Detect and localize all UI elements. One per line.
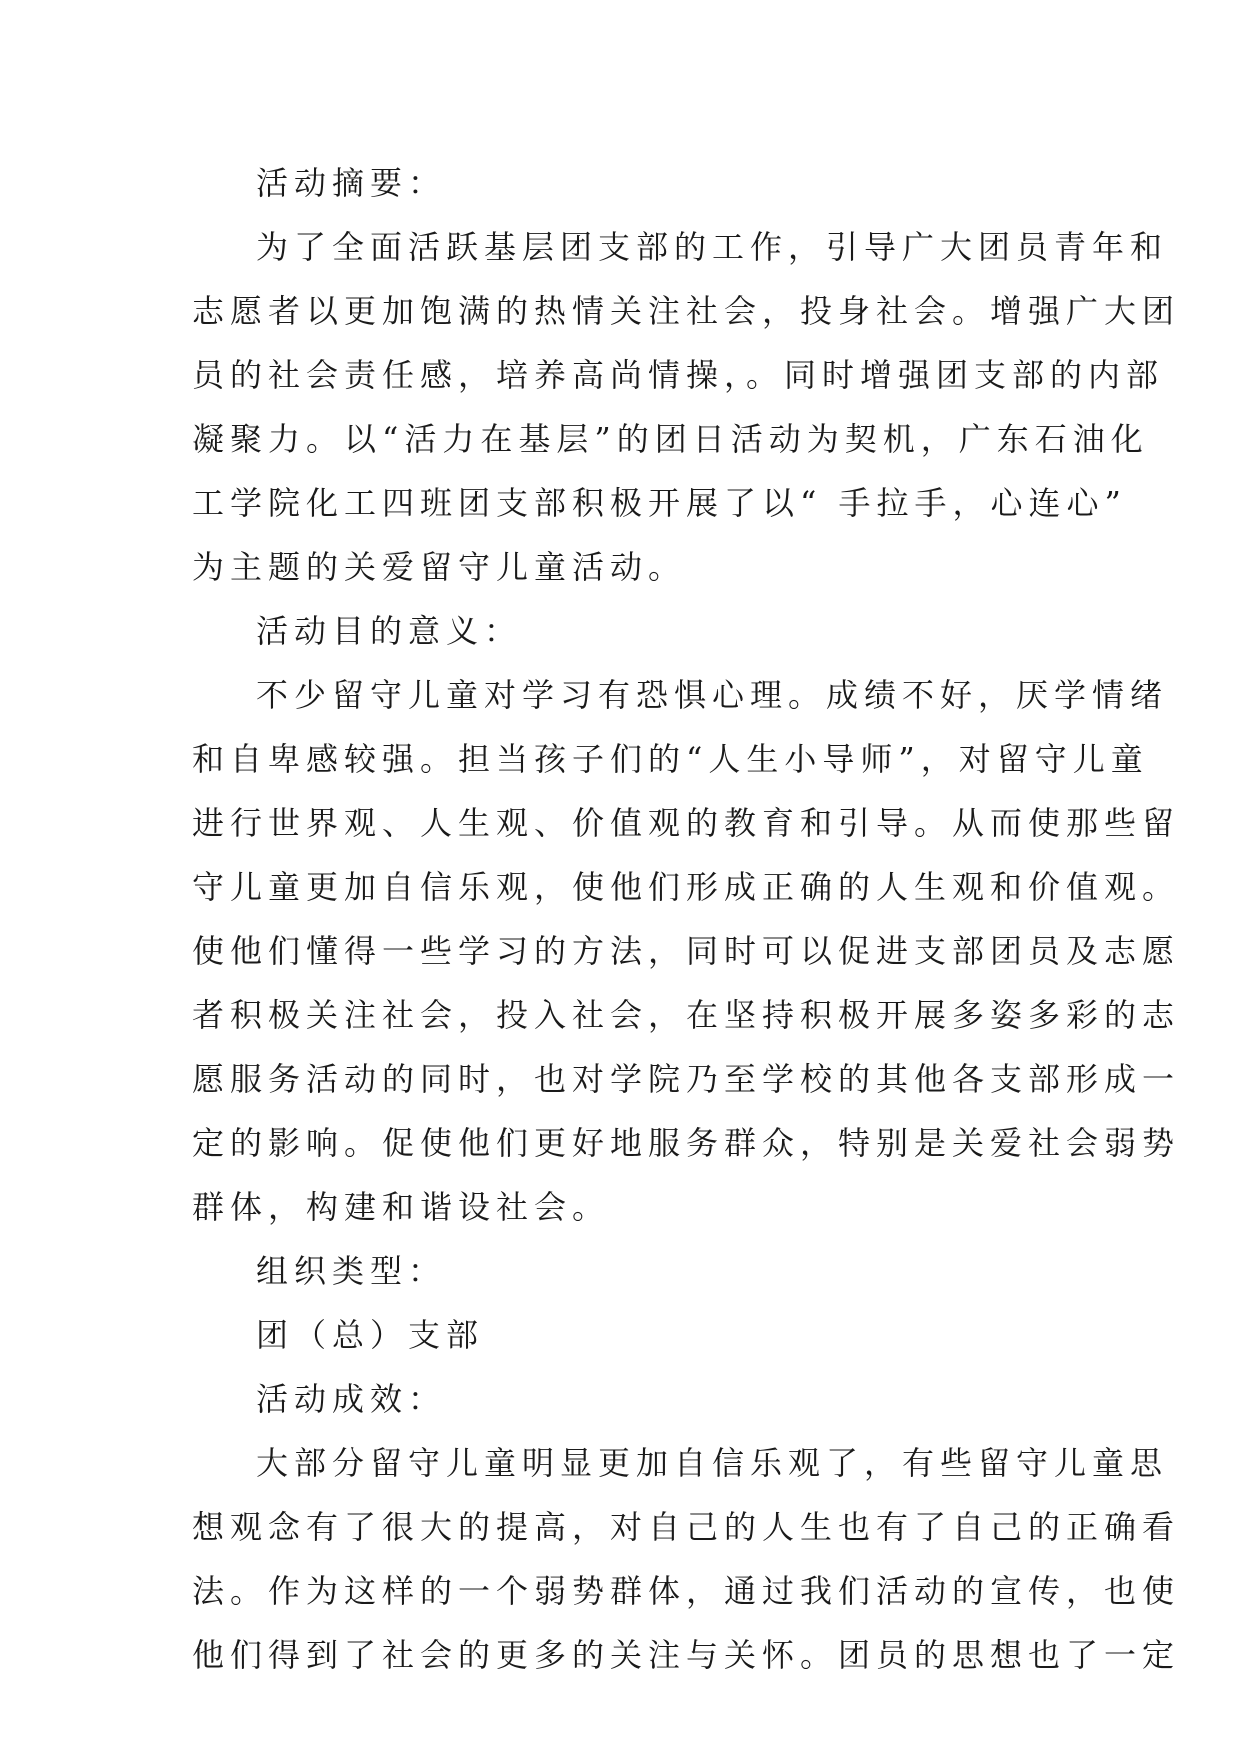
text-line: 群体，构建和谐设社会。 bbox=[192, 1188, 611, 1226]
text-line: 守儿童更加自信乐观，使他们形成正确的人生观和价值观。 bbox=[192, 868, 1181, 906]
text-line: 不少留守儿童对学习有恐惧心理。成绩不好，厌学情绪 bbox=[256, 676, 1169, 714]
text-line: 定的影响。促使他们更好地服务群众，特别是关爱社会弱势 bbox=[192, 1124, 1181, 1162]
text-line: 者积极关注社会，投入社会，在坚持积极开展多姿多彩的志 bbox=[192, 996, 1181, 1034]
text-line: 进行世界观、人生观、价值观的教育和引导。从而使那些留 bbox=[192, 804, 1181, 842]
text-line: 想观念有了很大的提高，对自己的人生也有了自己的正确看 bbox=[192, 1508, 1181, 1546]
text-line: 活动成效： bbox=[256, 1380, 447, 1418]
text-line: 他们得到了社会的更多的关注与关怀。团员的思想也了一定 bbox=[192, 1636, 1181, 1674]
text-line: 为主题的关爱留守儿童活动。 bbox=[192, 548, 687, 586]
text-line: 大部分留守儿童明显更加自信乐观了，有些留守儿童思 bbox=[256, 1444, 1169, 1482]
text-line: 为了全面活跃基层团支部的工作，引导广大团员青年和 bbox=[256, 228, 1169, 266]
text-line: 和自卑感较强。担当孩子们的“人生小导师”，对留守儿童 bbox=[192, 740, 1149, 778]
text-line: 使他们懂得一些学习的方法，同时可以促进支部团员及志愿 bbox=[192, 932, 1181, 970]
text-line: 法。作为这样的一个弱势群体，通过我们活动的宣传，也使 bbox=[192, 1572, 1181, 1610]
text-line: 团（总）支部 bbox=[256, 1316, 485, 1354]
document-body bbox=[192, 151, 1181, 1687]
text-line: 志愿者以更加饱满的热情关注社会，投身社会。增强广大团 bbox=[192, 292, 1181, 330]
text-line: 愿服务活动的同时，也对学院乃至学校的其他各支部形成一 bbox=[192, 1060, 1181, 1098]
text-line: 凝聚力。以“活力在基层”的团日活动为契机，广东石油化 bbox=[192, 420, 1149, 458]
text-line: 工学院化工四班团支部积极开展了以“ 手拉手，心连心” bbox=[192, 484, 1127, 522]
text-line: 组织类型： bbox=[256, 1252, 447, 1290]
text-line: 活动摘要： bbox=[256, 164, 447, 202]
text-line: 员的社会责任感，培养高尚情操，。同时增强团支部的内部 bbox=[192, 356, 1165, 394]
text-line: 活动目的意义： bbox=[256, 612, 523, 650]
